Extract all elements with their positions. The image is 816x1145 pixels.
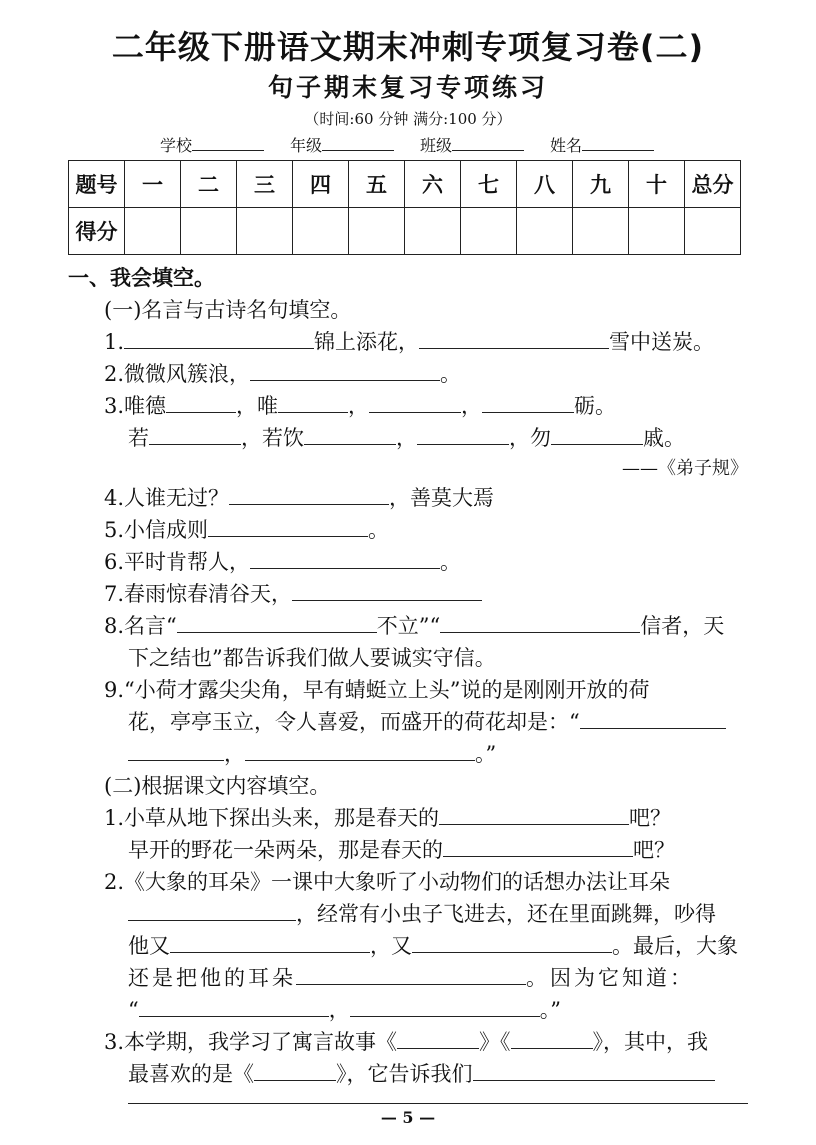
blank[interactable] <box>439 803 629 825</box>
blank[interactable] <box>580 707 726 729</box>
page-title: 二年级下册语文期末冲刺专项复习卷(二) <box>111 28 705 66</box>
col-header: 八 <box>517 161 573 208</box>
q-num: 9. <box>104 678 125 702</box>
q-text: 唯德 <box>124 394 167 418</box>
q-text: 砺。 <box>574 394 617 418</box>
q-text: 信者，天 <box>640 614 725 638</box>
col-header: 九 <box>573 161 629 208</box>
q-num: 5. <box>104 518 125 542</box>
col-header: 三 <box>237 161 293 208</box>
part2-title: (二)根据课文内容填空。 <box>104 774 331 798</box>
q-text: 他又 <box>128 934 170 958</box>
blank[interactable] <box>229 483 389 505</box>
q-text: 。因为它知道： <box>526 966 694 990</box>
part2-question-3-line2 <box>128 1058 715 1088</box>
blank[interactable] <box>128 899 296 921</box>
col-header: 总分 <box>685 161 741 208</box>
blank[interactable] <box>440 611 640 633</box>
blank[interactable] <box>551 423 643 445</box>
q-text: 平时肯帮人， <box>124 550 251 574</box>
question-8 <box>104 610 724 640</box>
question-2 <box>104 358 461 388</box>
score-row <box>69 208 741 255</box>
blank[interactable] <box>278 391 348 413</box>
q-text: ，勿 <box>509 426 551 450</box>
name-field[interactable] <box>550 133 654 156</box>
q-text: 戚。 <box>643 426 685 450</box>
part2-question-2-line5 <box>128 994 561 1024</box>
q-text: ， <box>224 742 245 766</box>
q-text: 小草从地下探出头来，那是春天的 <box>124 806 440 830</box>
q-text: 。” <box>539 998 561 1022</box>
blank[interactable] <box>250 547 440 569</box>
question-3-line2 <box>128 422 685 452</box>
score-cell[interactable] <box>573 208 629 255</box>
q-text: 小信成则 <box>124 518 209 542</box>
part2-question-2-line3 <box>128 930 738 960</box>
q-text: 春雨惊春清谷天， <box>124 582 293 606</box>
section-title: 一、我会填空。 <box>68 266 215 290</box>
blank[interactable] <box>177 611 377 633</box>
q-text: 本学期，我学习了寓言故事《 <box>124 1030 398 1054</box>
q-text: 吧？ <box>633 838 675 862</box>
blank[interactable] <box>149 423 241 445</box>
col-header: 五 <box>349 161 405 208</box>
q-text: ，若饮 <box>241 426 304 450</box>
q-text: 。 <box>440 362 462 386</box>
question-number-label: 题号 <box>69 161 125 208</box>
question-9-line3 <box>128 738 496 768</box>
q-num: 2. <box>104 870 125 894</box>
q-text: 。” <box>475 742 497 766</box>
name-label: 姓名 <box>550 136 583 155</box>
score-cell[interactable] <box>237 208 293 255</box>
q-text: 《大象的耳朵》一课中大象听了小动物们的话想办法让耳朵 <box>124 870 671 894</box>
q-num: 2. <box>104 362 125 386</box>
score-cell[interactable] <box>293 208 349 255</box>
q-text: ，经常有小虫子飞进去，还在里面跳舞，吵得 <box>296 902 716 926</box>
blank[interactable] <box>208 515 368 537</box>
exam-meta: （时间:60 分钟 满分:100 分） <box>304 110 512 128</box>
q-text: ， <box>396 426 417 450</box>
blank[interactable] <box>417 423 509 445</box>
q-text: 不立”“ <box>376 614 441 638</box>
q-text: 早开的野花一朵两朵，那是春天的 <box>128 838 443 862</box>
blank[interactable] <box>412 931 612 953</box>
q-text: 花，亭亭玉立，令人喜爱，而盛开的荷花却是：“ <box>128 710 580 734</box>
q-num: 7. <box>104 582 125 606</box>
blank[interactable] <box>482 391 574 413</box>
q-text: 人谁无过？ <box>124 486 230 510</box>
question-6 <box>104 546 461 576</box>
q-text: 锦上添花， <box>314 330 420 354</box>
col-header: 六 <box>405 161 461 208</box>
q-text: 吧？ <box>629 806 672 830</box>
q-num: 3. <box>104 1030 125 1054</box>
citation: ——《弟子规》 <box>622 458 748 479</box>
blank[interactable] <box>166 391 236 413</box>
q-num: 4. <box>104 486 125 510</box>
q-text: 还是把他的耳朵 <box>128 966 296 990</box>
q-text: 若 <box>128 426 149 450</box>
q-text: 。 <box>440 550 462 574</box>
question-number-row <box>69 161 741 208</box>
blank[interactable] <box>369 391 461 413</box>
blank[interactable] <box>139 995 329 1017</box>
page-subtitle: 句子期末复习专项练习 <box>267 73 548 102</box>
part2-question-1-line2 <box>128 834 675 864</box>
q-text: 微微风簇浪， <box>124 362 251 386</box>
q-text: 。最后，大象 <box>612 934 738 958</box>
grade-label: 年级 <box>290 136 323 155</box>
q-text: “ <box>128 998 139 1022</box>
score-cell[interactable] <box>629 208 685 255</box>
q-text: ， <box>328 998 350 1022</box>
q-text: 》，它告诉我们 <box>336 1062 473 1086</box>
q-text: 》《 <box>479 1030 511 1054</box>
part2-question-2-line4 <box>128 962 694 992</box>
score-cell[interactable] <box>405 208 461 255</box>
blank[interactable] <box>397 1027 479 1049</box>
blank[interactable] <box>296 963 526 985</box>
score-cell[interactable] <box>349 208 405 255</box>
q-text: 》，其中，我 <box>592 1030 709 1054</box>
score-cell[interactable] <box>685 208 741 255</box>
part2-question-3 <box>104 1026 708 1056</box>
q-num: 1. <box>104 330 125 354</box>
question-5 <box>104 514 389 544</box>
q-text: ， <box>461 394 483 418</box>
col-header: 七 <box>461 161 517 208</box>
score-cell[interactable] <box>461 208 517 255</box>
question-9 <box>104 674 650 704</box>
q-num: 8. <box>104 614 125 638</box>
blank[interactable] <box>250 359 440 381</box>
class-field[interactable] <box>420 133 524 156</box>
q-text: ，善莫大焉 <box>389 486 495 510</box>
q-text: ， <box>348 394 370 418</box>
blank[interactable] <box>419 327 609 349</box>
grade-field[interactable] <box>290 133 394 156</box>
q-text: 名言“ <box>124 614 177 638</box>
col-header: 一 <box>125 161 181 208</box>
question-4 <box>104 482 494 512</box>
col-header: 四 <box>293 161 349 208</box>
q-text: ，又 <box>370 934 412 958</box>
part2-question-1 <box>104 802 671 832</box>
part2-question-2-line2 <box>128 898 716 928</box>
q-num: 1. <box>104 806 125 830</box>
blank[interactable] <box>304 423 396 445</box>
page-number: — 5 — <box>380 1108 436 1127</box>
blank[interactable] <box>443 835 633 857</box>
blank[interactable] <box>170 931 370 953</box>
school-field[interactable] <box>160 133 264 156</box>
blank[interactable] <box>292 579 482 601</box>
answer-line[interactable] <box>128 1103 748 1104</box>
class-label: 班级 <box>420 136 453 155</box>
question-7 <box>104 578 482 608</box>
blank[interactable] <box>473 1059 715 1081</box>
blank[interactable] <box>254 1059 336 1081</box>
school-label: 学校 <box>160 136 193 155</box>
score-label: 得分 <box>69 208 125 255</box>
blank[interactable] <box>511 1027 593 1049</box>
q-text: “小荷才露尖尖角，早有蜻蜓立上头”说的是刚刚开放的荷 <box>124 678 650 702</box>
col-header: 十 <box>629 161 685 208</box>
score-cell[interactable] <box>517 208 573 255</box>
blank[interactable] <box>245 739 475 761</box>
part2-question-2 <box>104 866 670 896</box>
q-num: 3. <box>104 394 125 418</box>
q-text: 。 <box>368 518 390 542</box>
score-cell[interactable] <box>181 208 237 255</box>
part1-title: (一)名言与古诗名句填空。 <box>104 298 352 322</box>
blank[interactable] <box>128 739 224 761</box>
col-header: 二 <box>181 161 237 208</box>
question-3 <box>104 390 616 420</box>
score-table <box>68 160 741 255</box>
question-1 <box>104 326 714 356</box>
blank[interactable] <box>124 327 314 349</box>
q-text: 最喜欢的是《 <box>128 1062 254 1086</box>
q-text: 雪中送炭。 <box>609 330 715 354</box>
question-9-line2 <box>128 706 726 736</box>
question-8-line2: 下之结也”都告诉我们做人要诚实守信。 <box>128 646 496 670</box>
q-num: 6. <box>104 550 125 574</box>
q-text: ，唯 <box>236 394 279 418</box>
blank[interactable] <box>350 995 540 1017</box>
score-cell[interactable] <box>125 208 181 255</box>
